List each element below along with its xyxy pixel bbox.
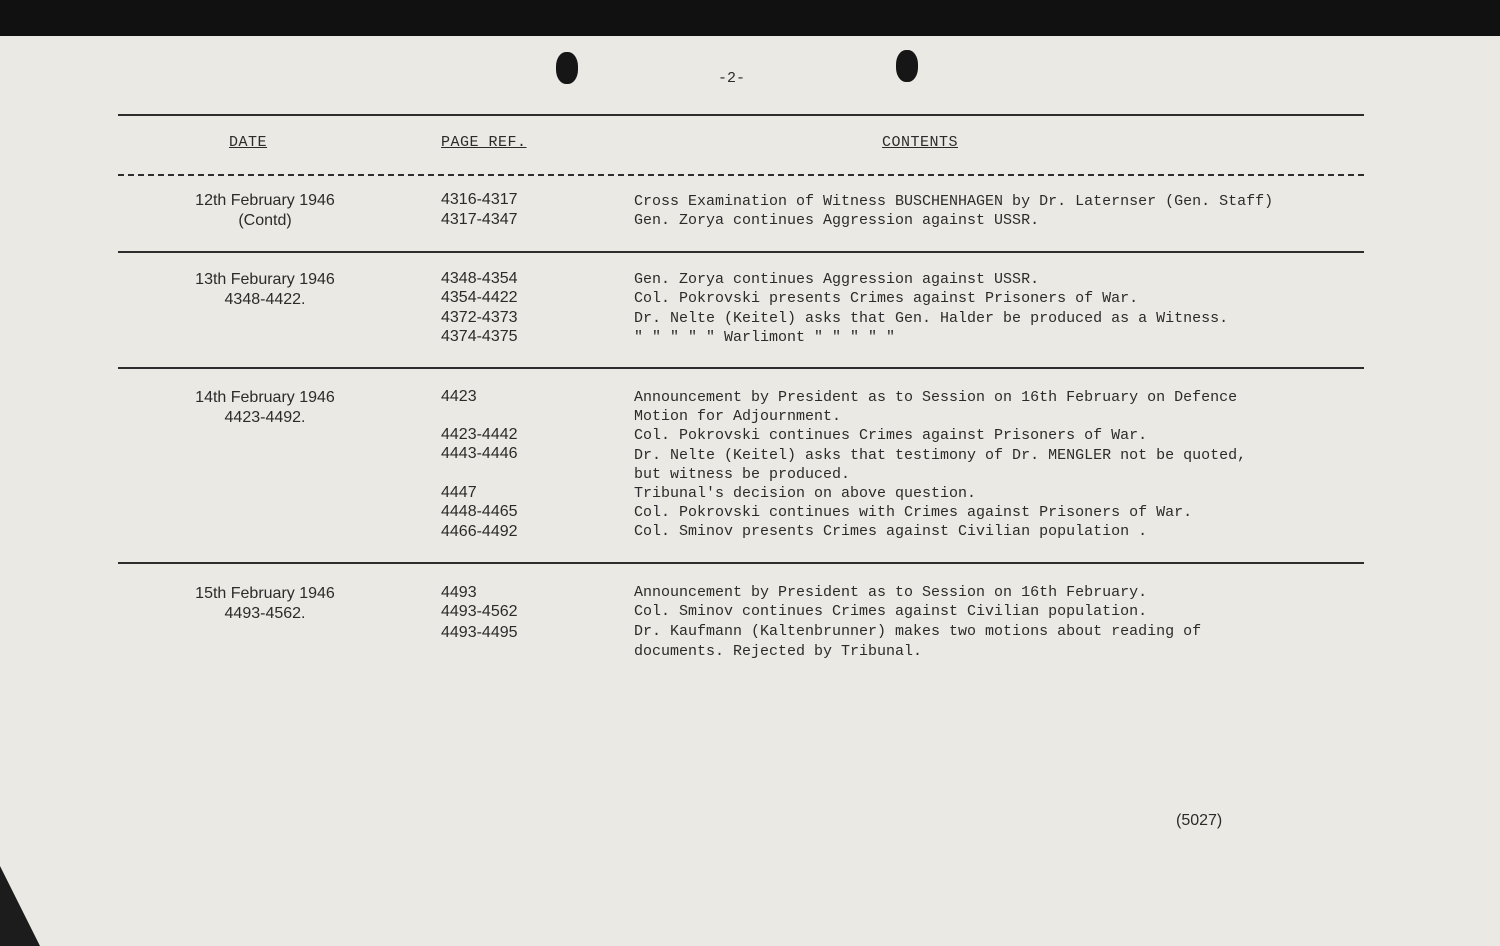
content-line: Gen. Zorya continues Aggression against USSR. [634, 212, 1040, 229]
page-ref: 4317-4347 [441, 211, 518, 228]
page-number: -2- [718, 70, 746, 87]
content-line: Dr. Nelte (Keitel) asks that Gen. Halder be produced as a Witness. [634, 310, 1229, 327]
row-divider [118, 562, 1364, 564]
content-line: Cross Examination of Witness BUSCHENHAGEN by Dr. Laternser (Gen. Staff) [634, 193, 1274, 210]
page-ref: 4374-4375 [441, 328, 518, 345]
page-ref: 4493-4495 [441, 624, 518, 641]
content-line: Gen. Zorya continues Aggression against USSR. [634, 271, 1040, 288]
page-ref: 4447 [441, 484, 477, 501]
content-line: Col. Sminov continues Crimes against Civilian population. [634, 603, 1148, 620]
entry-date: 14th February 1946 4423-4492. [195, 389, 335, 426]
page-ref: 4354-4422 [441, 289, 518, 306]
content-line: Dr. Nelte (Keitel) asks that testimony of Dr. MENGLER not be quoted, [634, 447, 1247, 464]
content-line: Announcement by President as to Session on 16th February on Defence [634, 389, 1238, 406]
header-page-ref: PAGE REF. [441, 134, 527, 151]
entry-date: 15th February 1946 4493-4562. [195, 585, 335, 622]
page-ref: 4443-4446 [441, 445, 518, 462]
entry-date: 13th Feburary 1946 4348-4422. [195, 271, 335, 308]
scan-corner-shadow [0, 866, 40, 946]
header-contents: CONTENTS [882, 134, 959, 151]
page-ref: 4348-4354 [441, 270, 518, 287]
page-ref: 4316-4317 [441, 191, 518, 208]
top-rule [118, 114, 1364, 116]
page-ref: 4493 [441, 584, 477, 601]
header-date: DATE [229, 134, 268, 151]
punch-hole-left [556, 52, 578, 84]
content-line: but witness be produced. [634, 466, 851, 483]
row-divider [118, 251, 1364, 253]
page-ref: 4493-4562 [441, 603, 518, 620]
punch-hole-right [896, 50, 918, 82]
content-line: Col. Sminov presents Crimes against Civilian population . [634, 523, 1148, 540]
page-ref: 4423 [441, 388, 477, 405]
content-line: documents. Rejected by Tribunal. [634, 643, 923, 660]
scan-top-edge [0, 0, 1500, 40]
page-ref: 4423-4442 [441, 426, 518, 443]
content-line: Col. Pokrovski continues Crimes against Prisoners of War. [634, 427, 1148, 444]
content-line: Col. Pokrovski presents Crimes against Prisoners of War. [634, 290, 1139, 307]
page-ref: 4466-4492 [441, 523, 518, 540]
content-line: " " " " " Warlimont " " " " " [634, 329, 896, 346]
page-ref: 4448-4465 [441, 503, 518, 520]
page-ref: 4372-4373 [441, 309, 518, 326]
content-line: Tribunal's decision on above question. [634, 485, 977, 502]
header-rule [118, 174, 1364, 176]
entry-date: 12th February 1946 (Contd) [195, 192, 335, 229]
content-line: Announcement by President as to Session on 16th February. [634, 584, 1148, 601]
row-divider [118, 367, 1364, 369]
content-line: Col. Pokrovski continues with Crimes against Prisoners of War. [634, 504, 1193, 521]
content-line: Motion for Adjournment. [634, 408, 842, 425]
document-number: (5027) [1176, 812, 1223, 829]
content-line: Dr. Kaufmann (Kaltenbrunner) makes two motions about reading of [634, 623, 1202, 640]
